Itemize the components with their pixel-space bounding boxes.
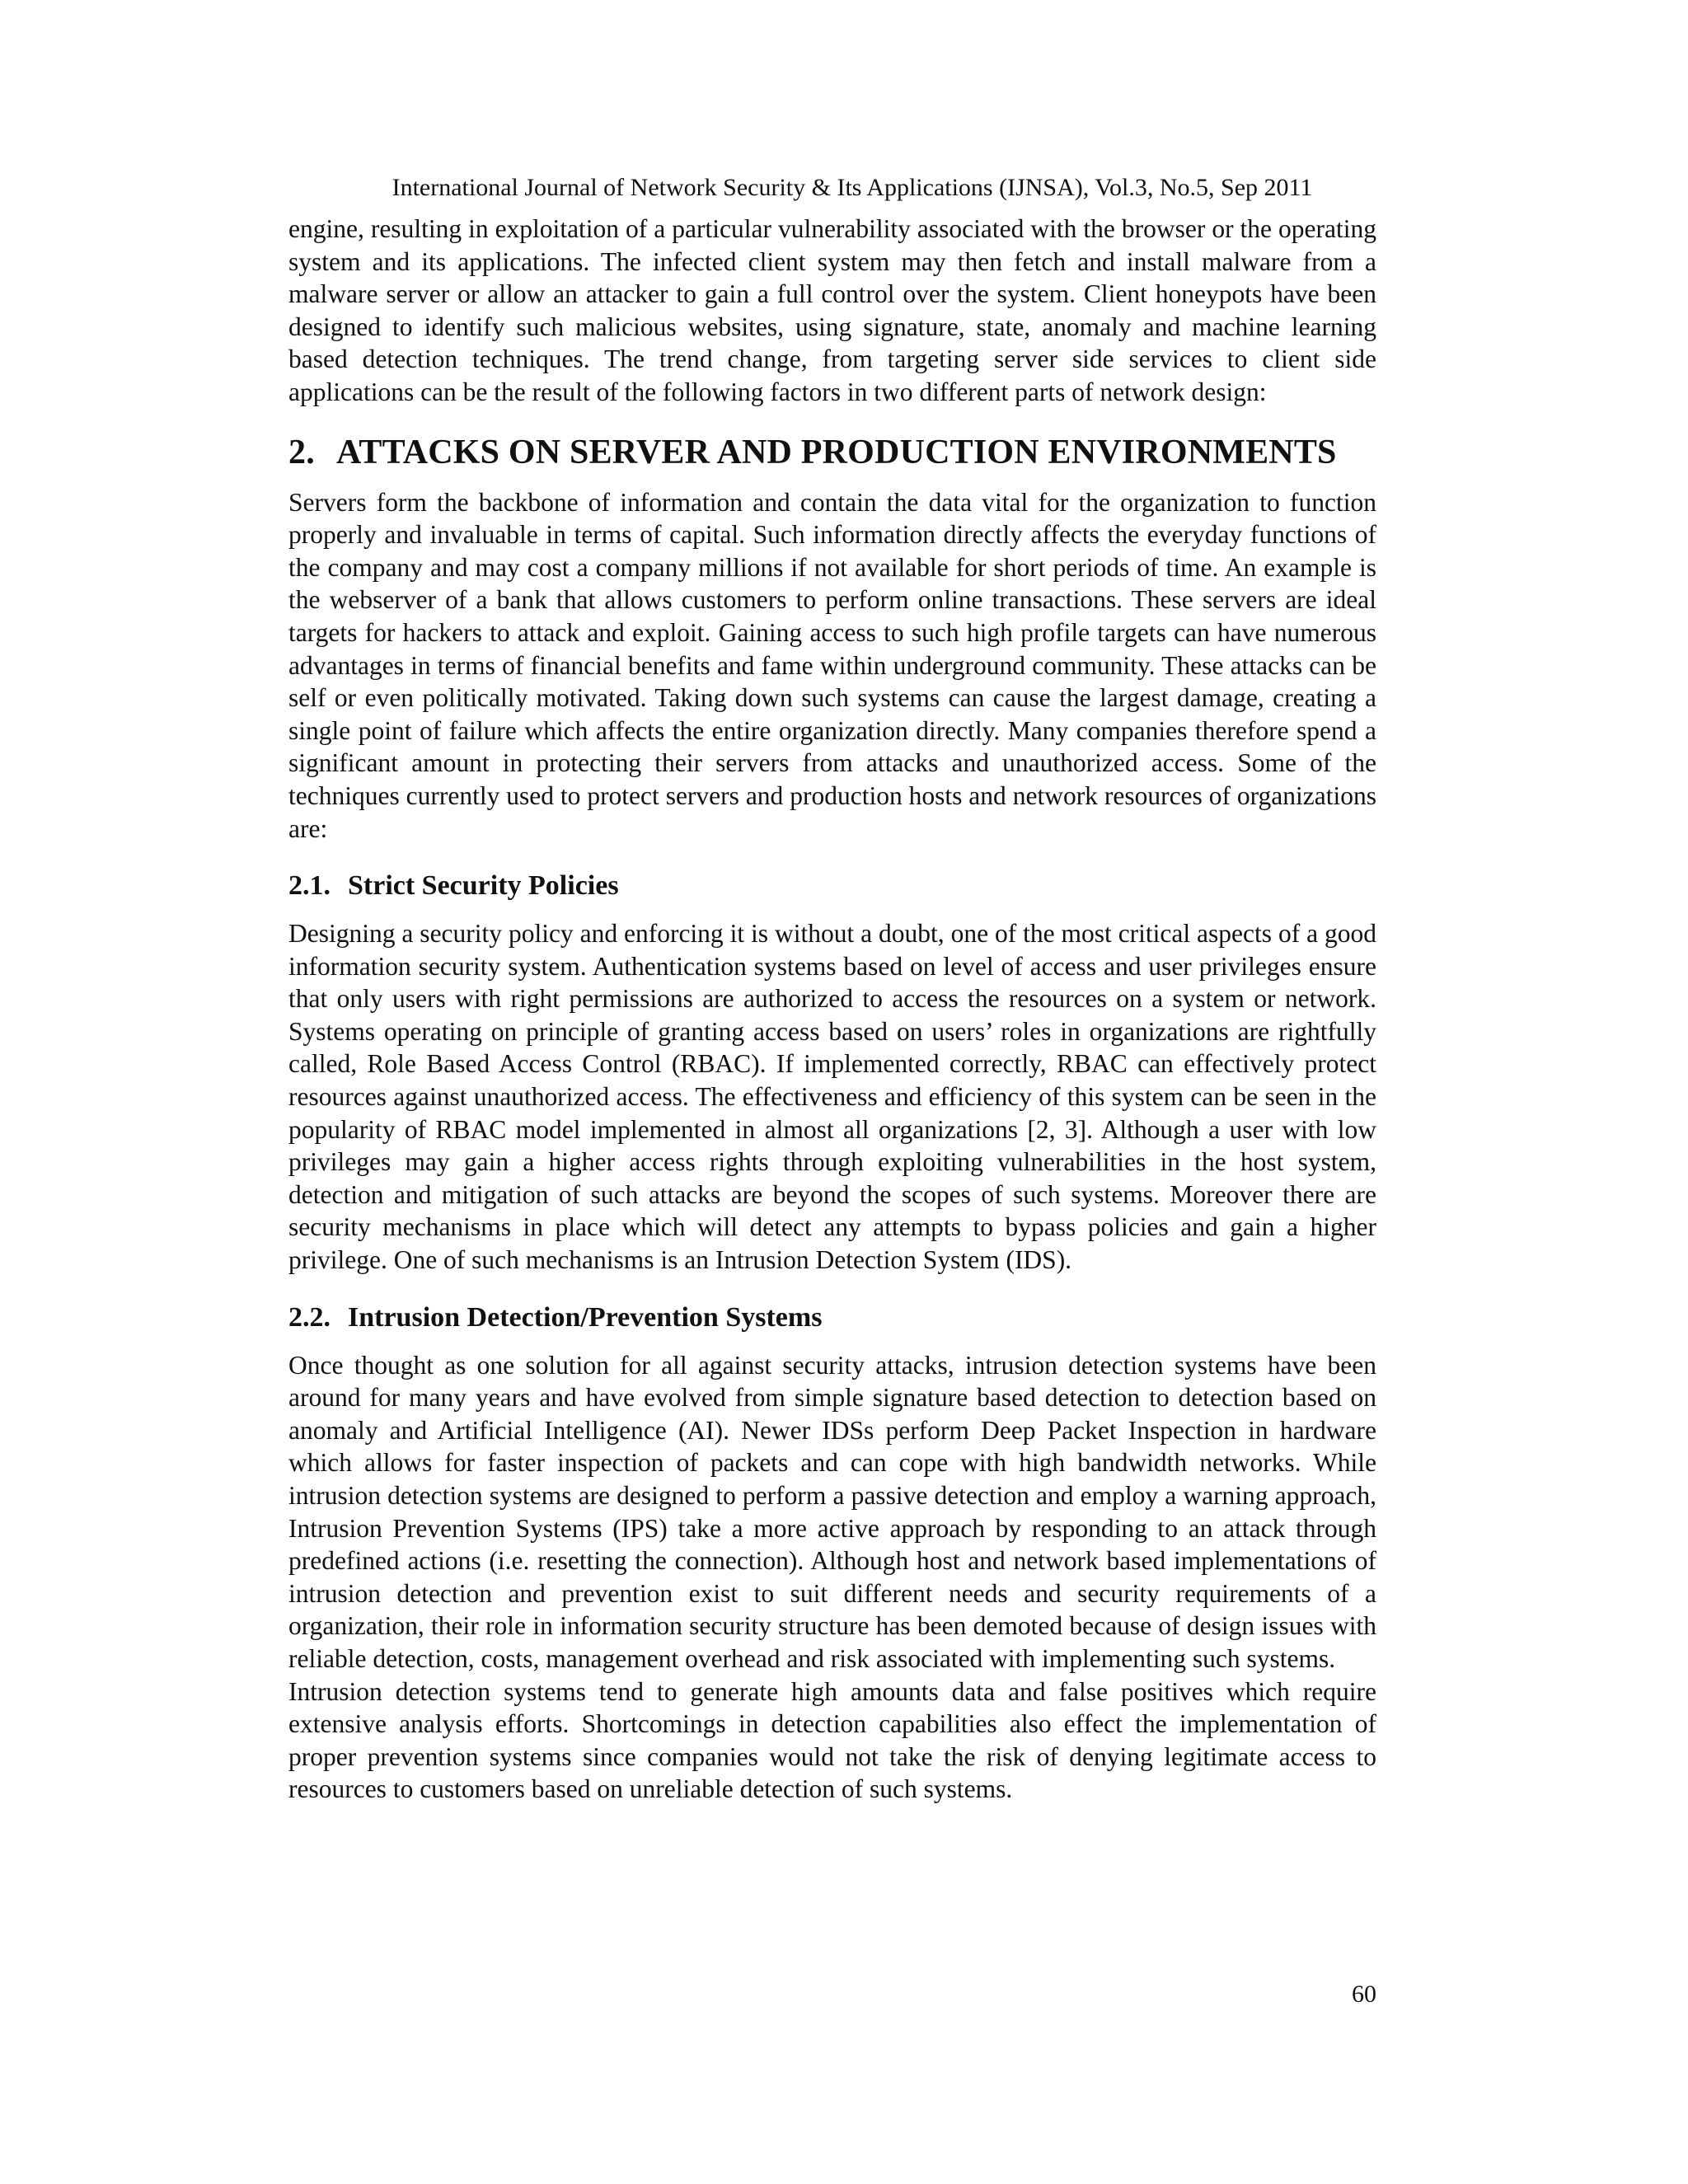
running-header: International Journal of Network Security & Its Applications (IJNSA), Vol.3, No.5, Sep 2011 <box>392 174 1313 201</box>
body-column <box>288 213 1376 1806</box>
section-2-title: ATTACKS ON SERVER AND PRODUCTION ENVIRONMENTS <box>336 433 1337 471</box>
section-2-number: 2. <box>288 433 315 471</box>
section-2-1-heading <box>288 868 1376 904</box>
page-number: 60 <box>1352 1980 1376 2008</box>
section-2-2-heading <box>288 1300 1376 1336</box>
section-2-2-paragraph-2: Intrusion detection systems tend to generate high amounts data and false positives which require extensive analysis efforts. Shortcomings in detection capabilities also effect the implementation of proper prevention systems since companies would not take the risk of denying legitimate access to resources to customers based on unreliable detection of such systems. <box>288 1676 1376 1804</box>
section-2-2-title: Intrusion Detection/Prevention Systems <box>348 1301 823 1333</box>
section-2-heading <box>288 430 1376 475</box>
section-2-paragraph: Servers form the backbone of information and contain the data vital for the organization to function properly and invaluable in terms of capital. Such information directly affects the everyday functions of the company and may cost a company millions if not available for short periods of time. An example is the webserver of a bank that allows customers to perform online transactions. These servers are ideal targets for hackers to attack and exploit. Gaining access to such high profile targets can have numerous advantages in terms of financial benefits and fame within underground community. These attacks can be self or even politically motivated. Taking down such systems can cause the largest damage, creating a single point of failure which affects the entire organization directly. Many companies therefore spend a significant amount in protecting their servers from attacks and unauthorized access. Some of the techniques currently used to protect servers and production hosts and network resources of organizations are: <box>288 487 1376 843</box>
section-2-2-number: 2.2. <box>288 1301 331 1333</box>
section-2-1-title: Strict Security Policies <box>348 870 619 902</box>
intro-paragraph: engine, resulting in exploitation of a particular vulnerability associated with the browser or the operating system and its applications. The infected client system may then fetch and install malware from a malware server or allow an attacker to gain a full control over the system. Client honeypots have been designed to identify such malicious websites, using signature, state, anomaly and machine learning based detection techniques. The trend change, from targeting server side services to client side applications can be the result of the following factors in two different parts of network design: <box>288 214 1376 406</box>
section-2-1-number: 2.1. <box>288 870 331 902</box>
section-2-2-paragraph-1: Once thought as one solution for all against security attacks, intrusion detection systems have been around for many years and have evolved from simple signature based detection to detection based on anomaly and Artificial Intelligence (AI). Newer IDSs perform Deep Packet Inspection in hardware which allows for faster inspection of packets and can cope with high bandwidth networks. While intrusion detection systems are designed to perform a passive detection and employ a warning approach, Intrusion Prevention Systems (IPS) take a more active approach by responding to an attack through predefined actions (i.e. resetting the connection). Although host and network based implementations of intrusion detection and prevention exist to suit different needs and security requirements of a organization, their role in information security structure has been demoted because of design issues with reliable detection, costs, management overhead and risk associated with implementing such systems. <box>288 1350 1376 1673</box>
section-2-1-paragraph: Designing a security policy and enforcing it is without a doubt, one of the most critical aspects of a good information security system. Authentication systems based on level of access and user privileges ensure that only users with right permissions are authorized to access the resources on a system or network. Systems operating on principle of granting access based on users’ roles in organizations are rightfully called, Role Based Access Control (RBAC). If implemented correctly, RBAC can effectively protect resources against unauthorized access. The effectiveness and efficiency of this system can be seen in the popularity of RBAC model implemented in almost all organizations [2, 3]. Although a user with low privileges may gain a higher access rights through exploiting vulnerabilities in the host system, detection and mitigation of such attacks are beyond the scopes of such systems. Moreover there are security mechanisms in place which will detect any attempts to bypass policies and gain a higher privilege. One of such mechanisms is an Intrusion Detection System (IDS). <box>288 919 1376 1275</box>
